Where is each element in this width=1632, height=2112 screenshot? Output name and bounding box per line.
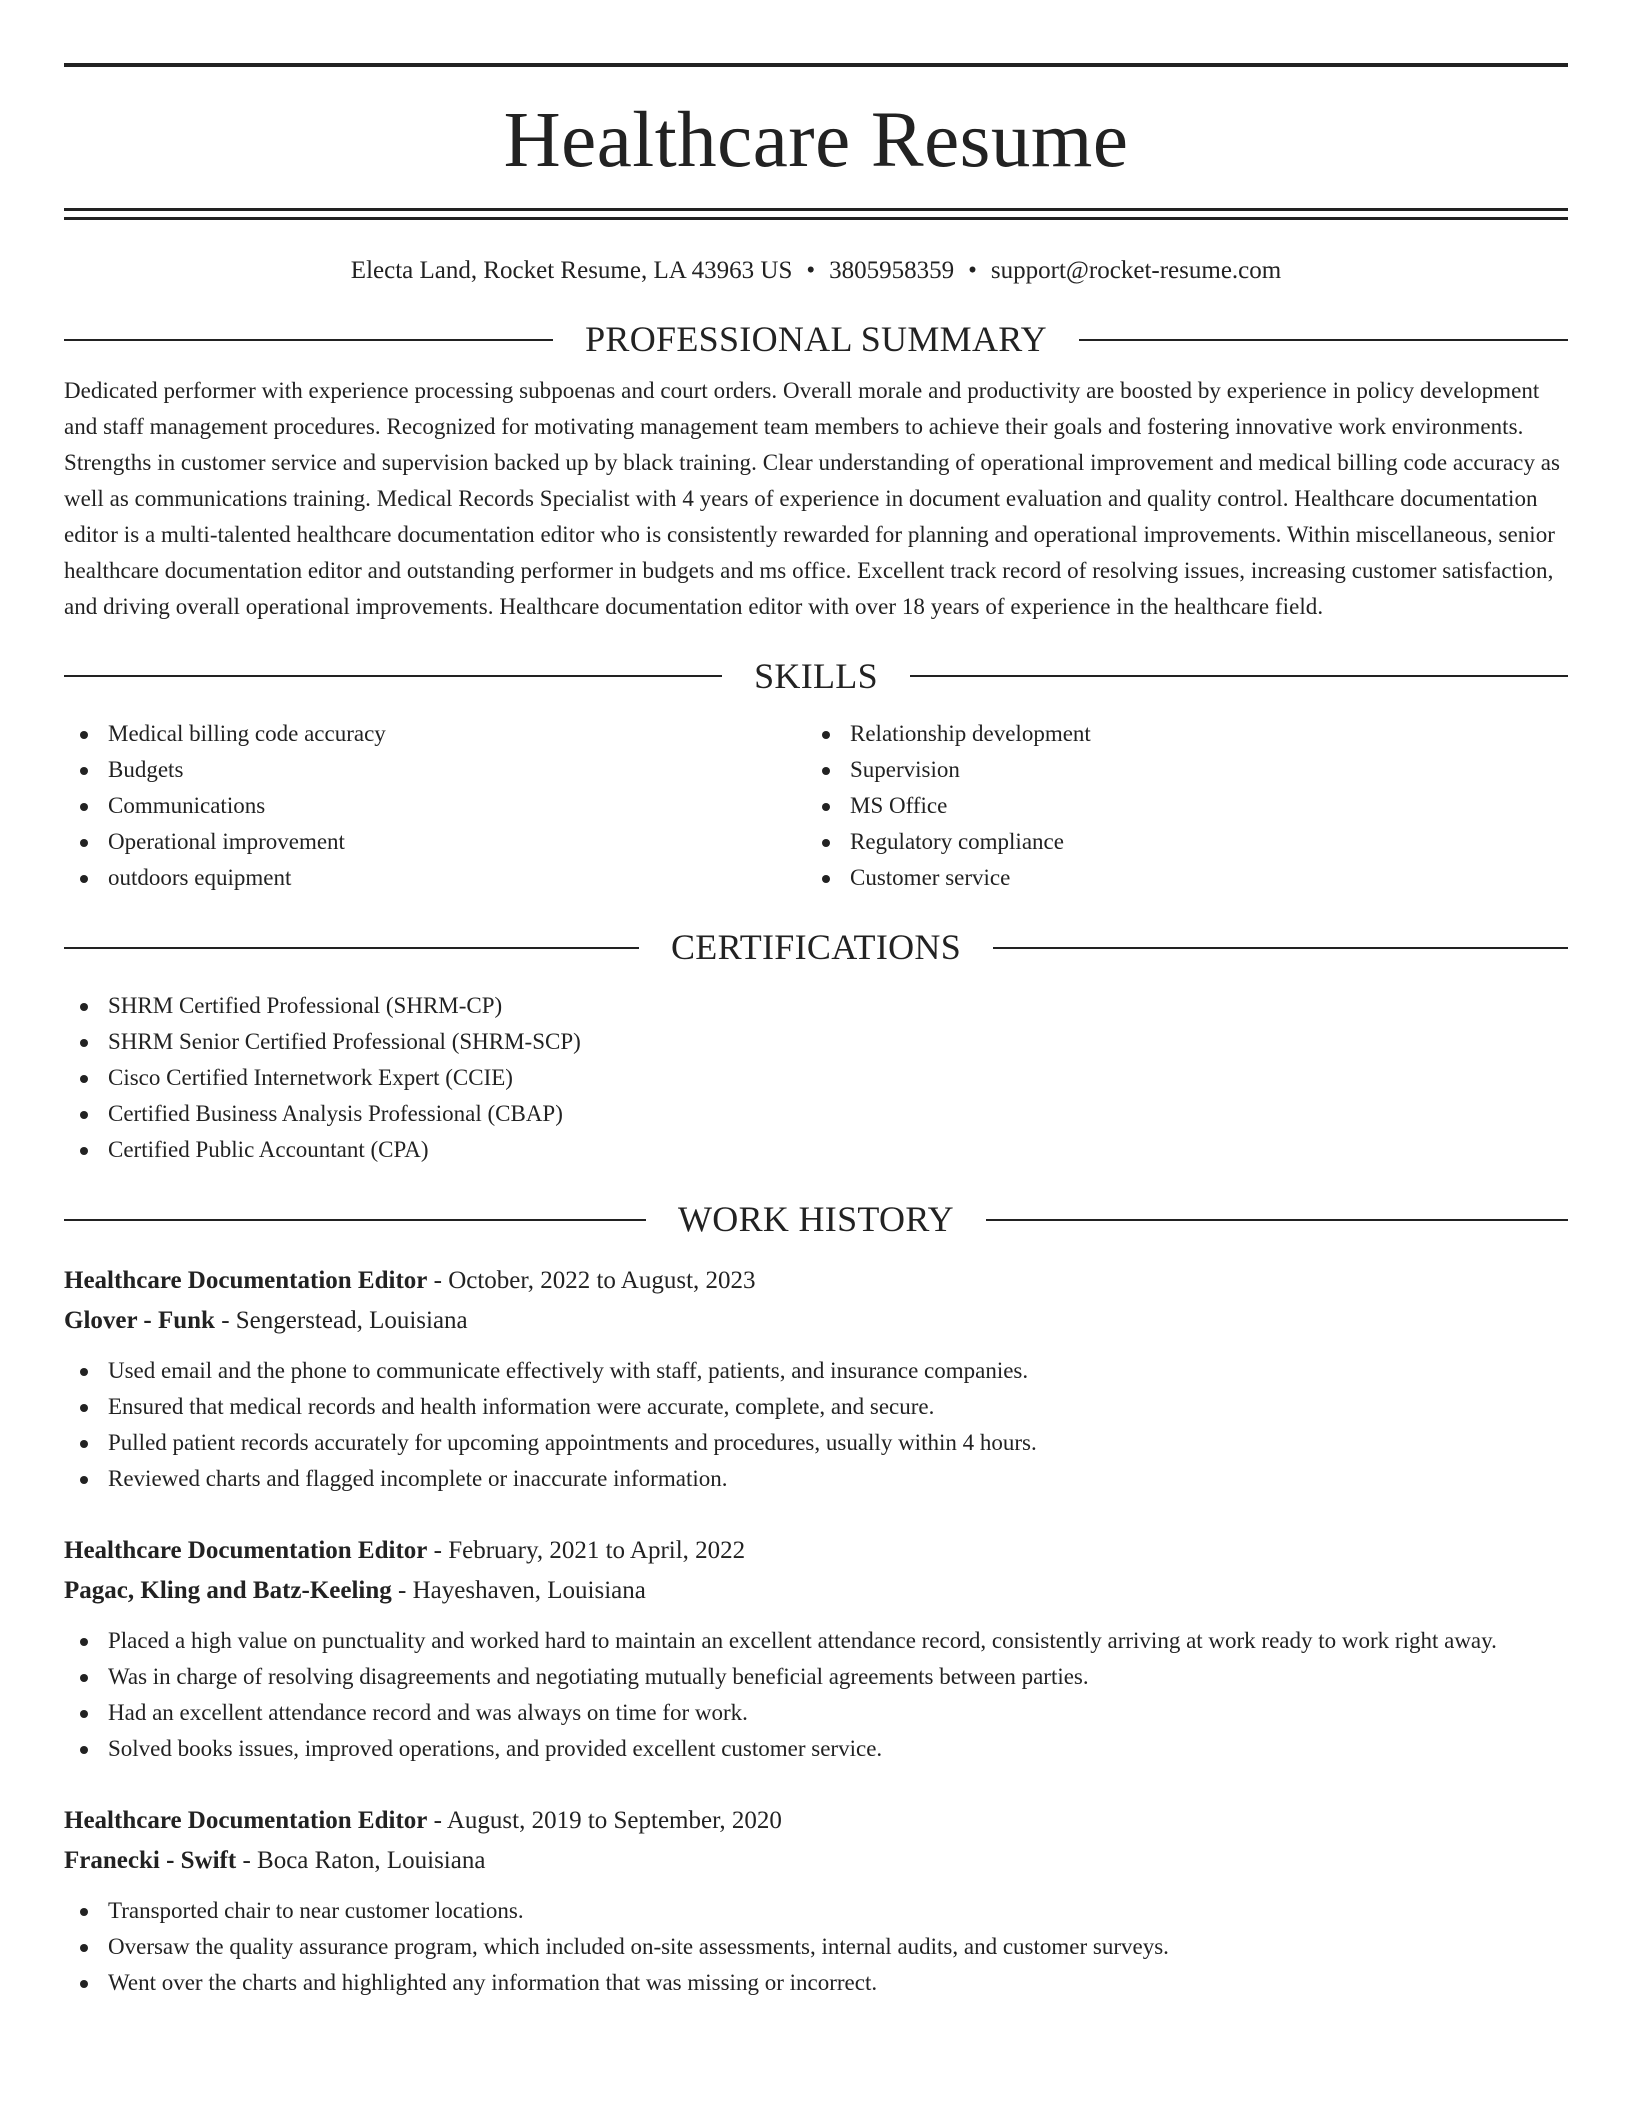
title-rule-upper: [64, 208, 1568, 211]
job-bullet: Went over the charts and highlighted any information that was missing or incorrect.: [64, 1965, 1568, 2001]
job-title: Healthcare Documentation Editor: [64, 1267, 428, 1295]
section-rule: [993, 947, 1568, 949]
job-company: Pagac, Kling and Batz-Keeling: [64, 1577, 392, 1605]
contact-separator: •: [806, 257, 816, 284]
job-bullet: Ensured that medical records and health information were accurate, complete, and secure.: [64, 1389, 1568, 1425]
certification-item: Certified Business Analysis Professional (CBAP): [64, 1096, 1568, 1132]
skills-heading: SKILLS: [754, 655, 878, 696]
skill-item: Customer service: [806, 860, 1548, 896]
job-bullets: [64, 1893, 1568, 2001]
certifications-list: [64, 988, 1568, 1168]
skills-list-right: [806, 716, 1548, 896]
job-entry: [64, 1261, 1568, 1497]
skill-item: Budgets: [64, 752, 806, 788]
skill-item: Supervision: [806, 752, 1548, 788]
section-rule: [910, 675, 1568, 677]
section-rule: [64, 947, 639, 949]
job-bullet: Was in charge of resolving disagreements and negotiating mutually beneficial agreements between parties.: [64, 1659, 1568, 1695]
summary-text: Dedicated performer with experience processing subpoenas and court orders. Overall morale and productivity are boosted by experience in policy development and staff management procedures. Recognized for motivating management team members to achieve their goals and fostering innovative work environments. Strengths in customer service and supervision backed up by black training. Clear understanding of operational improvement and medical billing code accuracy as well as communications training. Medical Records Specialist with 4 years of experience in document evaluation and quality control. Healthcare documentation editor is a multi-talented healthcare documentation editor who is consistently rewarded for planning and operational improvements. Within miscellaneous, senior healthcare documentation editor and outstanding performer in budgets and ms office. Excellent track record of resolving issues, increasing customer satisfaction, and driving overall operational improvements. Healthcare documentation editor with over 18 years of experience in the healthcare field.: [64, 377, 1561, 619]
summary-heading: PROFESSIONAL SUMMARY: [585, 319, 1047, 359]
job-bullet: Used email and the phone to communicate effectively with staff, patients, and insurance companies.: [64, 1353, 1568, 1389]
job-dates: - February, 2021 to April, 2022: [427, 1537, 746, 1565]
job-dates: - October, 2022 to August, 2023: [427, 1267, 756, 1295]
work-history-heading: WORK HISTORY: [678, 1198, 954, 1239]
contact-address: Electa Land, Rocket Resume, LA 43963 US: [350, 257, 793, 284]
job-title-line: [64, 1261, 1568, 1301]
job-location: - Hayeshaven, Louisiana: [391, 1577, 646, 1605]
resume-page: [64, 0, 1568, 2001]
section-rule: [986, 1219, 1568, 1221]
skill-item: Communications: [64, 788, 806, 824]
job-bullet: Placed a high value on punctuality and worked hard to maintain an excellent attendance record, consistently arriving at work ready to work right away.: [64, 1623, 1568, 1659]
section-rule: [64, 1219, 646, 1221]
job-title: Healthcare Documentation Editor: [64, 1537, 428, 1565]
job-title: Healthcare Documentation Editor: [64, 1807, 428, 1835]
section-rule: [64, 339, 553, 341]
job-company-line: [64, 1841, 1568, 1881]
certification-item: Certified Public Accountant (CPA): [64, 1132, 1568, 1168]
summary-section-header: [64, 320, 1568, 360]
job-entry: [64, 1801, 1568, 2001]
certifications-section-header: [64, 928, 1568, 968]
certification-item: Cisco Certified Internetwork Expert (CCIE): [64, 1060, 1568, 1096]
skill-item: outdoors equipment: [64, 860, 806, 896]
certifications-heading: CERTIFICATIONS: [670, 927, 962, 968]
skill-item: Operational improvement: [64, 824, 806, 860]
job-company: Glover - Funk: [64, 1307, 215, 1335]
skill-item: Medical billing code accuracy: [64, 716, 806, 752]
job-bullet: Had an excellent attendance record and was always on time for work.: [64, 1695, 1568, 1731]
skills-list-left: [64, 716, 806, 896]
job-bullet: Solved books issues, improved operations, and provided excellent customer service.: [64, 1731, 1568, 1767]
job-bullet: Oversaw the quality assurance program, which included on-site assessments, internal audits, and customer surveys.: [64, 1929, 1568, 1965]
job-bullets: [64, 1623, 1568, 1767]
title-rule-lower: [64, 217, 1568, 220]
skill-item: Relationship development: [806, 716, 1548, 752]
job-company-line: [64, 1571, 1568, 1611]
job-bullet: Transported chair to near customer locations.: [64, 1893, 1568, 1929]
resume-title: Healthcare Resume: [503, 97, 1129, 184]
job-bullet: Pulled patient records accurately for upcoming appointments and procedures, usually within 4 hours.: [64, 1425, 1568, 1461]
job-location: - Boca Raton, Louisiana: [236, 1847, 486, 1875]
job-bullet: Reviewed charts and flagged incomplete or inaccurate information.: [64, 1461, 1568, 1497]
job-location: - Sengerstead, Louisiana: [214, 1307, 468, 1335]
work-history-section-header: [64, 1200, 1568, 1240]
work-history-list: [64, 1261, 1568, 2001]
job-bullets: [64, 1353, 1568, 1497]
contact-separator: •: [968, 257, 977, 284]
section-rule: [1079, 339, 1568, 341]
skills-grid: [64, 716, 1568, 896]
job-title-line: [64, 1801, 1568, 1841]
contact-phone[interactable]: 3805958359: [829, 257, 955, 284]
section-rule: [64, 675, 722, 677]
job-title-line: [64, 1531, 1568, 1571]
skill-item: MS Office: [806, 788, 1548, 824]
job-company-line: [64, 1301, 1568, 1341]
top-rule: [64, 63, 1568, 67]
job-dates: - August, 2019 to September, 2020: [427, 1807, 782, 1835]
certification-item: SHRM Certified Professional (SHRM-CP): [64, 988, 1568, 1024]
contact-line: [64, 256, 1568, 286]
skills-section-header: [64, 657, 1568, 697]
skill-item: Regulatory compliance: [806, 824, 1548, 860]
job-company: Franecki - Swift: [64, 1847, 237, 1875]
contact-email[interactable]: support@rocket-resume.com: [990, 257, 1282, 284]
certification-item: SHRM Senior Certified Professional (SHRM-SCP): [64, 1024, 1568, 1060]
job-entry: [64, 1531, 1568, 1767]
